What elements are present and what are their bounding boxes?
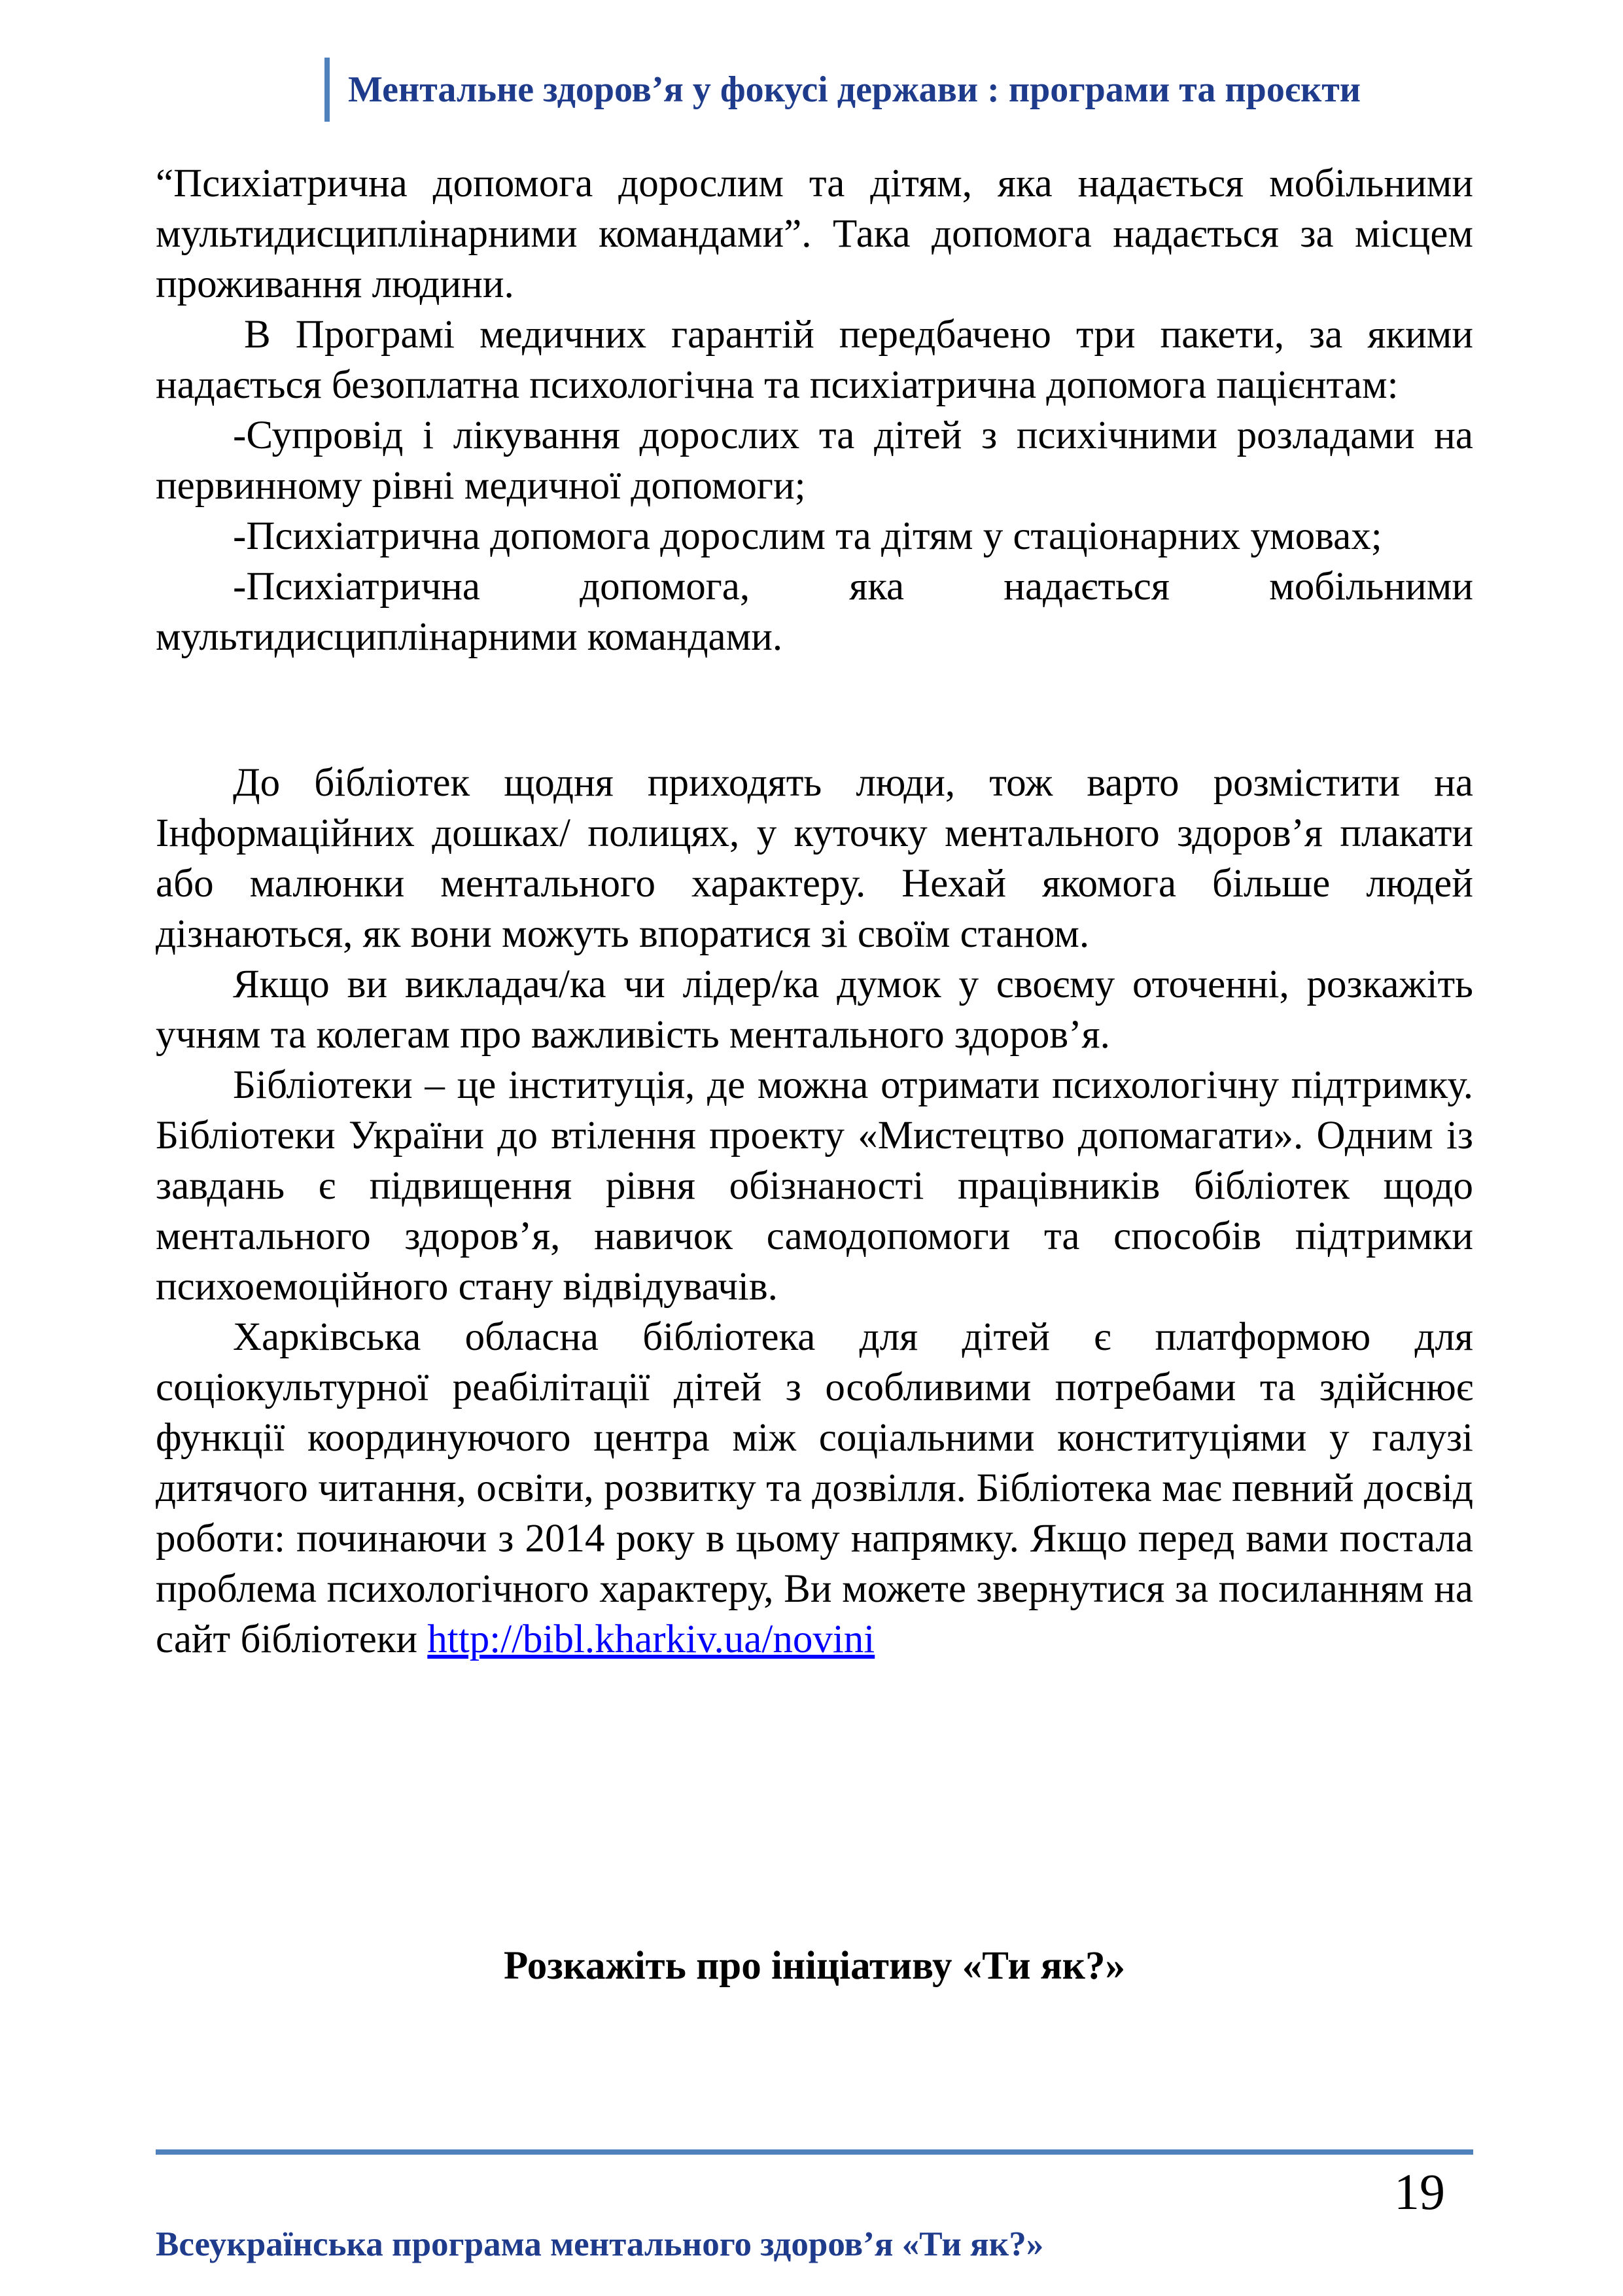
library-link[interactable]: http://bibl.kharkiv.ua/novini [427, 1617, 875, 1661]
running-header [324, 58, 1361, 122]
paragraph-5: Бібліотеки – це інституція, де можна отримати психологічну підтримку. Бібліотеки України до втілення проекту «Мистецтво допомагати». Одним із завдань є підвищення рівня обізнаності працівників бібліотек щодо ментального здоров’я, навичок самодопомоги та способів підтримки психоемоційного стану відвідувачів. [156, 1063, 1473, 1309]
paragraph-6-text: Харківська обласна бібліотека для дітей є платформою для соціокультурної реабілітації дітей з особливими потребами та здійснює функції координуючого центра між соціальними конституціями у галузі дитячого читання, освіти, розвитку та дозвілля. Бібліотека має певний досвід роботи: починаючи з 2014 року в цьому напрямку. Якщо перед вами постала проблема психологічного характеру, Ви можете звернутися за посиланням на сайт бібліотеки [156, 1315, 1473, 1661]
section-heading: Розкажіть про ініціативу «Ти як?» [504, 1944, 1125, 1988]
page-number: 19 [1394, 2163, 1445, 2220]
paragraph-1: “Психіатрична допомога дорослим та дітям, яка надається мобільними мультидисциплінарними командами”. Така допомога надається за місцем проживання людини. [156, 162, 1473, 306]
paragraph-gap [156, 662, 1473, 758]
paragraph-2: В Програмі медичних гарантій передбачено три пакети, за якими надається безоплатна психологічна та психіатрична допомога пацієнтам: [156, 313, 1473, 407]
paragraph-3: До бібліотек щодня приходять люди, тож варто розмістити на Інформаційних дошках/ полицях, у куточку ментального здоров’я плакати або малюнки ментального характеру. Нехай якомога більше людей дізнаються, як вони можуть впоратися зі своїм станом. [156, 761, 1473, 956]
paragraph-4: Якщо ви викладач/ка чи лідер/ка думок у своєму оточенні, розкажіть учням та колегам про важливість ментального здоров’я. [156, 963, 1473, 1057]
list-item-3: -Психіатрична допомога, яка надається мобільними мультидисциплінарними командами. [156, 565, 1473, 659]
paragraph-6 [156, 1312, 1473, 1665]
header-title: Ментальне здоров’я у фокусі держави : програми та проєкти [348, 69, 1361, 110]
main-text [156, 158, 1473, 1665]
list-item-2: -Психіатрична допомога дорослим та дітям у стаціонарних умовах; [233, 514, 1382, 558]
list-item-1: -Супровід і лікування дорослих та дітей з психічними розладами на первинному рівні медичної допомоги; [156, 414, 1473, 508]
footer-divider [156, 2149, 1473, 2155]
footer-title: Всеукраїнська програма ментального здоров’я «Ти як?» [156, 2225, 1044, 2263]
